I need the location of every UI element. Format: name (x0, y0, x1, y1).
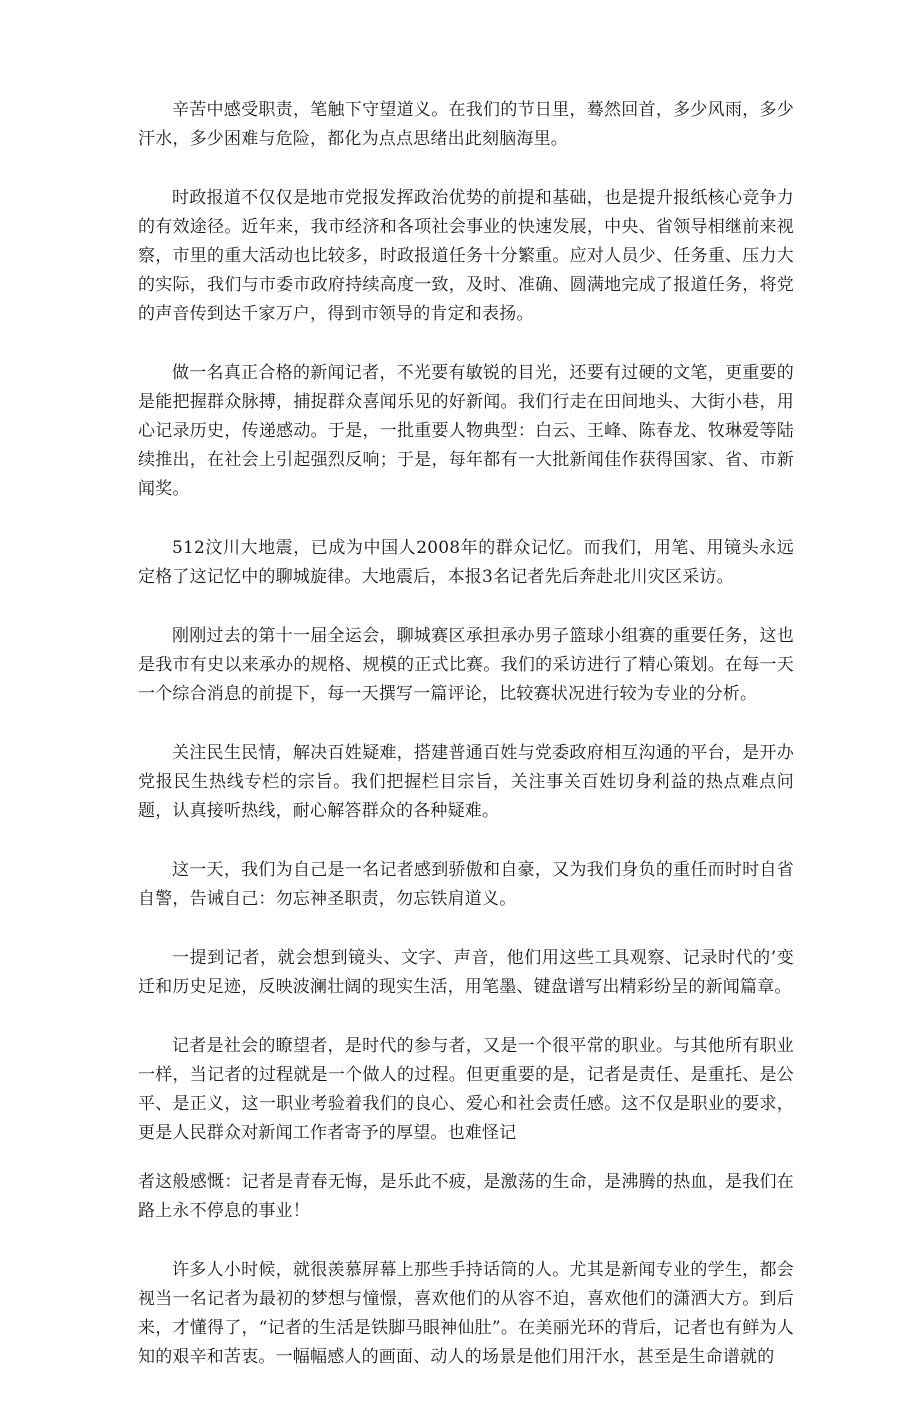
paragraph-10: 者这般感慨：记者是青春无悔，是乐此不疲，是激荡的生命，是沸腾的热血，是我们在路上永不停息的事业！ (138, 1172, 794, 1221)
paragraph-11: 许多人小时候，就很羡慕屏幕上那些手持话筒的人。尤其是新闻专业的学生，都会视当一名记者为最初的梦想与憧憬，喜欢他们的从容不迫，喜欢他们的潇洒大方。到后来，才懂得了，“记者的生活是铁脚马眼神仙肚”。在美丽光环的背后，记者也有鲜为人知的艰辛和苦衷。一幅幅感人的画面、动人的场景是他们用汗水，甚至是生命谱就的 (138, 1260, 794, 1367)
paragraph-1: 辛苦中感受职责，笔触下守望道义。在我们的节日里，蓦然回首，多少风雨，多少汗水，多少困难与危险，都化为点点思绪出此刻脑海里。 (138, 100, 794, 149)
paragraph-7: 这一天，我们为自己是一名记者感到骄傲和自豪，又为我们身负的重任而时时自省自警，告诫自己：勿忘神圣职责，勿忘铁肩道义。 (138, 860, 794, 909)
paragraph-6: 关注民生民情，解决百姓疑难，搭建普通百姓与党委政府相互沟通的平台，是开办党报民生热线专栏的宗旨。我们把握栏目宗旨，关注事关百姓切身利益的热点难点问题，认真接听热线，耐心解答群众的各种疑难。 (138, 743, 794, 821)
paragraph-5: 刚刚过去的第十一届全运会，聊城赛区承担承办男子篮球小组赛的重要任务，这也是我市有史以来承办的规格、规模的正式比赛。我们的采访进行了精心策划。在每一天一个综合消息的前提下，每一天撰写一篇评论，比较赛状况进行较为专业的分析。 (138, 626, 794, 704)
paragraph-2: 时政报道不仅仅是地市党报发挥政治优势的前提和基础，也是提升报纸核心竞争力的有效途径。近年来，我市经济和各项社会事业的快速发展，中央、省领导相继前来视察，市里的重大活动也比较多，时政报道任务十分繁重。应对人员少、任务重、压力大的实际，我们与市委市政府持续高度一致，及时、准确、圆满地完成了报道任务，将党的声音传到达千家万户，得到市领导的肯定和表扬。 (138, 188, 794, 324)
paragraph-4: 512汶川大地震，已成为中国人2008年的群众记忆。而我们，用笔、用镜头永远定格了这记忆中的聊城旋律。大地震后，本报3名记者先后奔赴北川灾区采访。 (138, 538, 794, 587)
paragraph-9: 记者是社会的瞭望者，是时代的参与者，又是一个很平常的职业。与其他所有职业一样，当记者的过程就是一个做人的过程。但更重要的是，记者是责任、是重托、是公平、是正义，这一职业考验着我们的良心、爱心和社会责任感。这不仅是职业的要求，更是人民群众对新闻工作者寄予的厚望。也难怪记 (138, 1036, 794, 1143)
document-page (138, 96, 794, 1402)
paragraph-8: 一提到记者，就会想到镜头、文字、声音，他们用这些工具观察、记录时代的’变迁和历史足迹，反映波澜壮阔的现实生活，用笔墨、键盘谱写出精彩纷呈的新闻篇章。 (138, 948, 794, 997)
paragraph-3: 做一名真正合格的新闻记者，不光要有敏锐的目光，还要有过硬的文笔，更重要的是能把握群众脉搏，捕捉群众喜闻乐见的好新闻。我们行走在田间地头、大街小巷，用心记录历史，传递感动。于是，一批重要人物典型：白云、王峰、陈春龙、牧琳爱等陆续推出，在社会上引起强烈反响；于是，每年都有一大批新闻佳作获得国家、省、市新闻奖。 (138, 363, 794, 499)
